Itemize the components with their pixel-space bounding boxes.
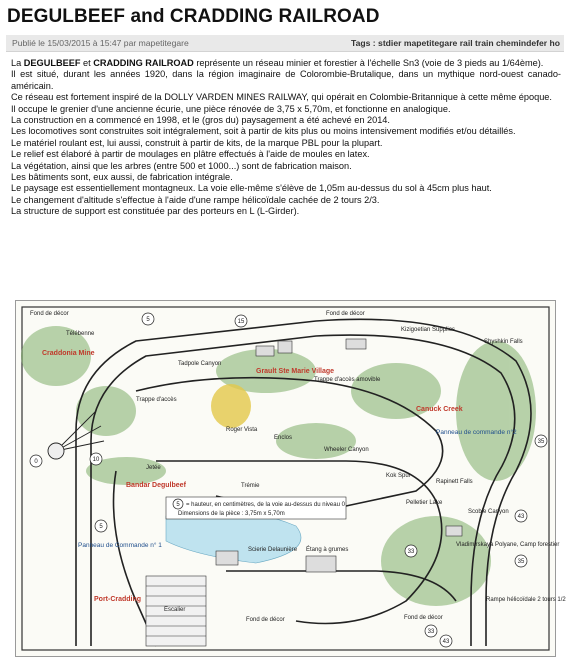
label-wheeler: Wheeler Canyon	[324, 447, 369, 453]
yellow-trees	[211, 384, 251, 428]
label-bandar: Bandar Degulbeef	[126, 482, 186, 489]
svg-text:33: 33	[407, 549, 415, 555]
label-jetee: Jetée	[146, 465, 161, 471]
svg-text:43: 43	[517, 514, 525, 520]
label-port-cradding: Port-Cradding	[94, 596, 142, 603]
svg-text:15: 15	[237, 319, 245, 325]
post-date: Publié le 15/03/2015 à 15:47 par mapetitegare	[12, 38, 189, 48]
label-fond-decor-1: Fond de décor	[30, 311, 69, 317]
page-title: DEGULBEEF and CRADDING RAILROAD	[7, 6, 380, 27]
label-rapinett: Rapinett Falls	[436, 479, 473, 485]
label-tremie: Trémie	[241, 483, 260, 489]
paragraph: Il est situé, durant les années 1920, dans la région imaginaire de Colorombie-Brutalique, dans un mythique nord-ouest canado-américain.	[11, 69, 561, 91]
label-scierie: Scierie Delaunière	[248, 547, 298, 553]
layout-track-plan[interactable]	[15, 300, 566, 657]
paragraph: Le relief est élaboré à partir de moulages en plâtre effectués à l'aide de moules en latex.	[11, 149, 370, 160]
post-tags[interactable]: Tags : stdier mapetitegare rail train chemindefer ho	[350, 38, 560, 48]
paragraph: Ce réseau est fortement inspiré de la DOLLY VARDEN MINES RAILWAY, qui opérait en Colombie-Britannique à cette même époque.	[11, 92, 552, 103]
label-panneau-1: Panneau de Commande n° 1	[78, 542, 162, 549]
label-craddonia: Craddonia Mine	[42, 350, 95, 357]
svg-text:33: 33	[427, 629, 435, 635]
label-rampe: Rampe hélicoïdale 2 tours 1/2	[486, 597, 566, 603]
paragraph: La structure de support est constituée par des porteurs en L (L-Girder).	[11, 206, 300, 217]
label-fond-decor-4: Fond de décor	[404, 615, 443, 621]
label-escalier: Escalier	[164, 607, 186, 613]
svg-text:5: 5	[146, 317, 150, 323]
label-kok-spur: Kok Spur	[386, 473, 411, 479]
label-fond-decor-3: Fond de décor	[246, 617, 285, 623]
paragraph: Les bâtiments sont, eux aussi, de fabrication intégrale.	[11, 172, 233, 183]
label-telebenne: Télébenne	[66, 331, 95, 337]
post-meta-bar	[6, 35, 564, 52]
legend-dims-text: Dimensions de la pièce : 3,75m x 5,70m	[178, 511, 285, 517]
label-etang: Étang à grumes	[306, 547, 349, 553]
svg-text:35: 35	[517, 559, 525, 565]
svg-text:5: 5	[99, 524, 103, 530]
label-panneau-2: Panneau de commande n°2	[436, 429, 517, 436]
paragraph: La DEGULBEEF et CRADDING RAILROAD représente un réseau minier et forestier à l'échelle Sn3 (voie de 3 pieds au 1/64ème).	[11, 58, 544, 68]
label-enclos: Enclos	[274, 435, 293, 441]
paragraph: La construction en a commencé en 1998, et le (gros du) paysagement a été achevé en 2014.	[11, 115, 390, 126]
legend-height-text: = hauteur, en centimètres, de la voie au-dessus du niveau 0	[186, 502, 345, 508]
label-scobie: Scobie Canyon	[468, 509, 509, 515]
label-shyshkin: Shyshkin Falls	[484, 339, 523, 345]
svg-text:10: 10	[92, 457, 100, 463]
svg-text:0: 0	[34, 459, 38, 465]
label-tadpole: Tadpole Canyon	[178, 361, 222, 367]
paragraph: La végétation, ainsi que les arbres (entre 500 et 1000...) sont de fabrication maison.	[11, 160, 352, 171]
article-body	[11, 58, 561, 218]
paragraph: Le matériel roulant est, lui aussi, construit à partir de kits, de la marque PBL pour la plupart.	[11, 137, 383, 148]
label-kizigoetian: Kizigoetian Supplies	[401, 327, 456, 333]
label-fond-decor-2: Fond de décor	[326, 311, 365, 317]
label-pelletier: Pelletier Lake	[406, 500, 443, 506]
svg-text:5: 5	[176, 502, 180, 508]
track-plan-drawing	[16, 301, 566, 656]
svg-text:43: 43	[442, 639, 450, 645]
label-grault: Grault Ste Marie Village	[256, 368, 335, 375]
paragraph: Le paysage est essentiellement montagneux. La voie elle-même s'élève de 1,05m au-dessus du sol à 45cm plus haut.	[11, 183, 492, 194]
label-vladimirskaya: Vladimirskaya Polyane, Camp forestier	[456, 542, 560, 548]
label-roger-vista: Roger Vista	[226, 427, 258, 433]
label-trappe-acces: Trappe d'accès	[136, 397, 177, 403]
label-canuck-creek: Canuck Creek	[416, 406, 463, 413]
paragraph: Les locomotives sont construites soit intégralement, soit à partir de kits plus ou moins intensivement modifiés et/ou détaillés.	[11, 126, 516, 137]
svg-text:35: 35	[537, 439, 545, 445]
paragraph: Le changement d'altitude s'effectue à l'aide d'une rampe hélicoïdale cachée de 2 tours 2/3.	[11, 194, 380, 205]
label-trappe-amovible: Trappe d'accès amovible	[314, 377, 381, 383]
paragraph: Il occupe le grenier d'une ancienne écurie, une pièce rénovée de 3,75 x 5,70m, et fonctionne en analogique.	[11, 103, 451, 114]
